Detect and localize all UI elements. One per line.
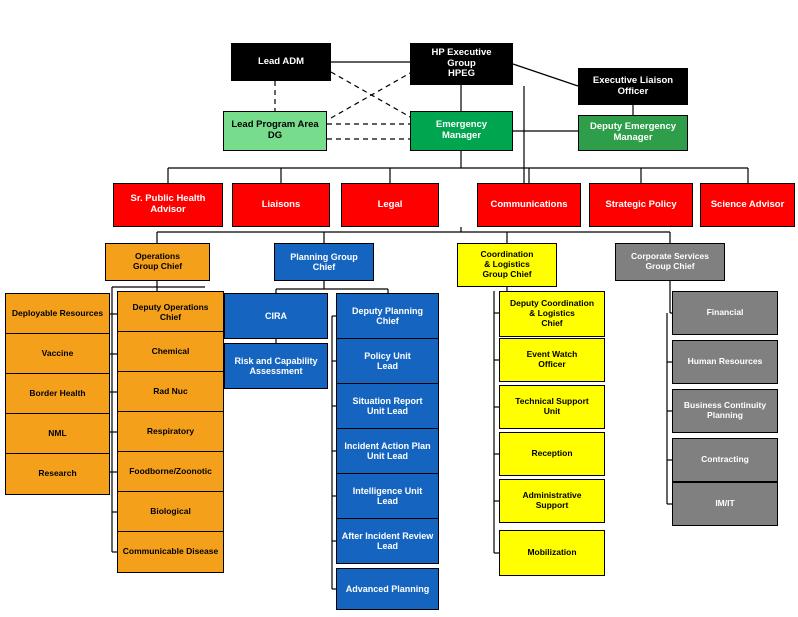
node-hpeg[interactable]: [410, 43, 513, 85]
node-label: Deployable Resources: [11, 308, 104, 319]
node-label: Border Health: [29, 388, 86, 399]
node-label: Foodborne/Zoonotic: [129, 466, 212, 477]
node-label: Deputy Emergency Manager: [589, 121, 677, 143]
node-advanced-planning[interactable]: [336, 568, 439, 610]
node-label: Respiratory: [146, 426, 195, 437]
node-contracting[interactable]: [672, 438, 778, 482]
node-biological[interactable]: [117, 491, 224, 533]
node-label: Mobilization: [527, 547, 577, 558]
node-label: Communicable Disease: [122, 546, 219, 557]
node-deputy-emergency[interactable]: [578, 115, 688, 151]
node-label: Intelligence Unit Lead: [352, 485, 423, 506]
node-communications[interactable]: [477, 183, 581, 227]
node-label: Deputy Coordination & Logistics Chief: [509, 298, 595, 328]
node-after-incident-review[interactable]: [336, 518, 439, 564]
node-sr-public-health[interactable]: [113, 183, 223, 227]
node-label: Risk and Capability Assessment: [234, 355, 318, 376]
node-label: Reception: [531, 448, 573, 459]
node-label: Business Continuity Planning: [683, 400, 767, 420]
node-cira[interactable]: [224, 293, 328, 339]
node-label: IM/IT: [715, 498, 735, 509]
node-label: Chemical: [151, 346, 190, 357]
node-label: Lead ADM: [257, 55, 305, 67]
node-label: Science Advisor: [710, 198, 785, 210]
node-nml[interactable]: [5, 413, 110, 455]
node-intelligence-unit-lead[interactable]: [336, 473, 439, 519]
node-label: After Incident Review Lead: [341, 530, 434, 551]
node-exec-liaison[interactable]: [578, 68, 688, 105]
node-technical-support-unit[interactable]: [499, 385, 605, 429]
node-mobilization[interactable]: [499, 530, 605, 576]
node-situation-report-lead[interactable]: [336, 383, 439, 429]
node-risk-capability[interactable]: [224, 343, 328, 389]
node-coordination-group-chief[interactable]: [457, 243, 557, 287]
node-incident-action-lead[interactable]: [336, 428, 439, 474]
node-research[interactable]: [5, 453, 110, 495]
node-deployable-resources[interactable]: [5, 293, 110, 335]
node-financial[interactable]: [672, 291, 778, 335]
node-label: Rad Nuc: [153, 386, 188, 397]
node-strategic-policy[interactable]: [589, 183, 693, 227]
node-event-watch-officer[interactable]: [499, 338, 605, 382]
node-liaisons[interactable]: [232, 183, 330, 227]
node-vaccine[interactable]: [5, 333, 110, 375]
node-label: Planning Group Chief: [290, 251, 358, 272]
node-label: Deputy Planning Chief: [351, 305, 423, 326]
node-administrative-support[interactable]: [499, 479, 605, 523]
node-legal[interactable]: [341, 183, 439, 227]
node-label: Liaisons: [261, 198, 301, 210]
node-chemical[interactable]: [117, 331, 224, 373]
node-label: Coordination & Logistics Group Chief: [480, 249, 534, 279]
node-deputy-coordination-chief[interactable]: [499, 291, 605, 337]
node-label: Contracting: [701, 454, 749, 465]
node-label: Advanced Planning: [345, 583, 430, 594]
node-rad-nuc[interactable]: [117, 371, 224, 413]
node-deputy-operations-chief[interactable]: [117, 291, 224, 335]
node-lead-adm[interactable]: [231, 43, 331, 81]
node-operations-group-chief[interactable]: [105, 243, 210, 281]
node-emergency-manager[interactable]: [410, 111, 513, 151]
node-label: CIRA: [265, 310, 287, 321]
node-respiratory[interactable]: [117, 411, 224, 453]
node-label: Financial: [706, 307, 744, 318]
node-label: Vaccine: [41, 348, 74, 359]
node-lead-program-area[interactable]: [223, 111, 327, 151]
node-label: Communications: [490, 198, 568, 210]
node-border-health[interactable]: [5, 373, 110, 415]
node-label: Legal: [377, 198, 403, 210]
node-label: Deputy Operations Chief: [132, 302, 209, 322]
node-label: Research: [38, 468, 77, 479]
node-planning-group-chief[interactable]: [274, 243, 374, 281]
node-business-continuity[interactable]: [672, 389, 778, 433]
node-foodborne-zoonotic[interactable]: [117, 451, 224, 493]
node-label: Biological: [150, 506, 191, 517]
node-communicable-disease[interactable]: [117, 531, 224, 573]
node-label: Sr. Public Health Advisor: [130, 193, 206, 215]
node-label: Technical Support Unit: [515, 396, 589, 416]
node-label: Executive Liaison Officer: [592, 74, 674, 97]
node-label: Strategic Policy: [605, 198, 677, 210]
node-label: HP Executive Group HPEG: [431, 46, 492, 80]
node-label: Human Resources: [687, 356, 763, 367]
node-label: Emergency Manager: [435, 119, 488, 141]
node-label: Lead Program Area DG: [231, 119, 319, 141]
node-reception[interactable]: [499, 432, 605, 476]
node-science-advisor[interactable]: [700, 183, 795, 227]
node-corporate-group-chief[interactable]: [615, 243, 725, 281]
node-human-resources[interactable]: [672, 340, 778, 384]
node-label: Incident Action Plan Unit Lead: [344, 440, 431, 461]
node-label: Administrative Support: [522, 490, 582, 510]
node-deputy-planning-chief[interactable]: [336, 293, 439, 339]
node-label: Operations Group Chief: [132, 251, 183, 271]
node-policy-unit-lead[interactable]: [336, 338, 439, 384]
node-label: Event Watch Officer: [526, 349, 578, 369]
node-label: Situation Report Unit Lead: [352, 395, 423, 416]
node-imit[interactable]: [672, 482, 778, 526]
node-label: Policy Unit Lead: [364, 350, 411, 371]
node-label: Corporate Services Group Chief: [631, 251, 709, 271]
node-label: NML: [48, 428, 67, 439]
